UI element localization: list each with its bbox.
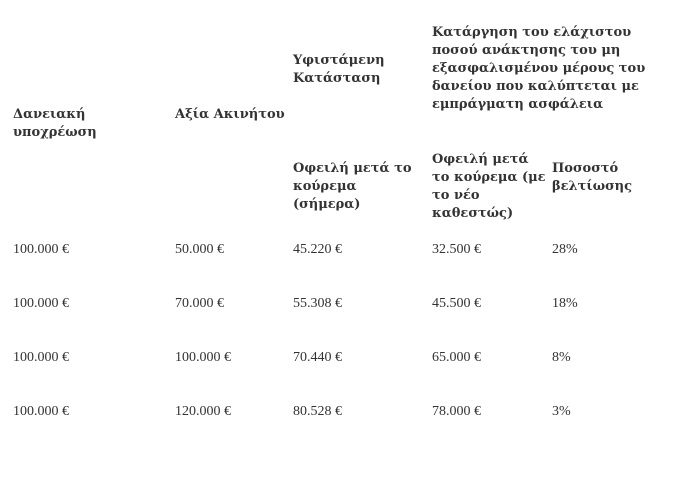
cell-loan-obligation: 100.000 € <box>13 350 69 365</box>
header-current-status: Υφιστάμενη Κατάσταση <box>293 53 385 86</box>
header-property-value: Αξία Ακινήτου <box>175 107 285 122</box>
cell-improvement: 3% <box>552 404 571 419</box>
header-debt-after-haircut-today: Οφειλή μετά το κούρεμα (σήμερα) <box>293 161 412 212</box>
cell-debt-new: 78.000 € <box>432 404 481 419</box>
cell-debt-new: 45.500 € <box>432 296 481 311</box>
header-improvement-percent: Ποσοστό βελτίωσης <box>552 161 633 194</box>
cell-debt-today: 45.220 € <box>293 242 342 257</box>
cell-improvement: 18% <box>552 296 578 311</box>
cell-debt-new: 65.000 € <box>432 350 481 365</box>
cell-debt-today: 80.528 € <box>293 404 342 419</box>
header-abolition: Κατάργηση του ελάχιστου ποσού ανάκτησης του μη εξασφαλισμένου μέρους του δανείου που καλύπτεται με εμπράγματη ασφάλεια <box>432 25 646 112</box>
cell-property-value: 50.000 € <box>175 242 224 257</box>
header-debt-after-haircut-new: Οφειλή μετά το κούρεμα (με το νέο καθεστώς) <box>432 152 546 221</box>
cell-property-value: 120.000 € <box>175 404 231 419</box>
cell-loan-obligation: 100.000 € <box>13 242 69 257</box>
cell-property-value: 100.000 € <box>175 350 231 365</box>
cell-property-value: 70.000 € <box>175 296 224 311</box>
cell-debt-new: 32.500 € <box>432 242 481 257</box>
cell-debt-today: 70.440 € <box>293 350 342 365</box>
cell-loan-obligation: 100.000 € <box>13 404 69 419</box>
cell-debt-today: 55.308 € <box>293 296 342 311</box>
cell-improvement: 28% <box>552 242 578 257</box>
cell-loan-obligation: 100.000 € <box>13 296 69 311</box>
cell-improvement: 8% <box>552 350 571 365</box>
header-loan-obligation: Δανειακή υποχρέωση <box>13 107 97 140</box>
